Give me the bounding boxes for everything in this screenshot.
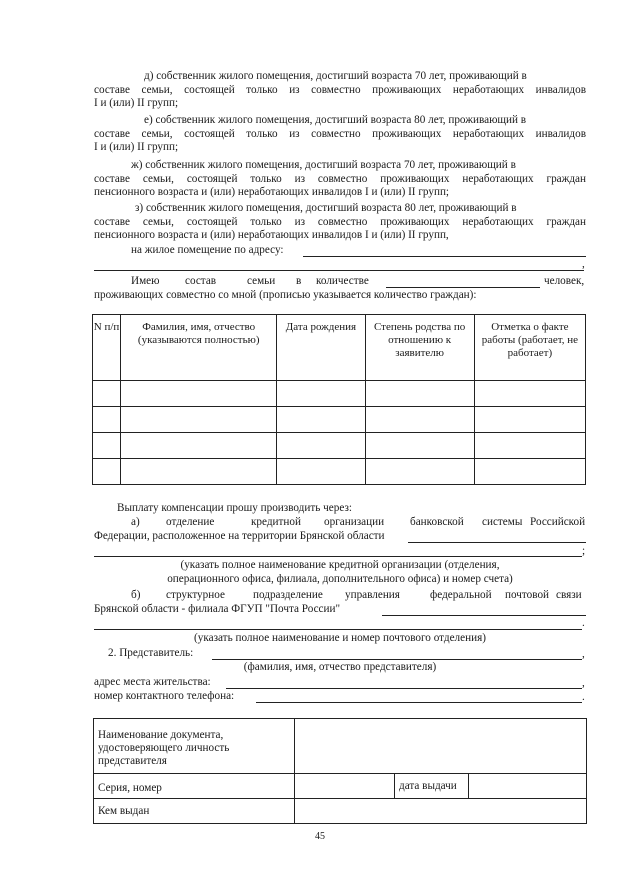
table-row xyxy=(93,381,586,407)
post-line-dot: . xyxy=(582,617,585,629)
bank-name-line-2[interactable] xyxy=(94,556,582,557)
item-z-line2: составе семьи, состоящей только из совместно проживающих неработающих граждан xyxy=(94,216,586,228)
payment-b-w2: подразделение xyxy=(253,589,323,601)
table-cell[interactable] xyxy=(474,381,585,407)
table-cell[interactable] xyxy=(365,433,474,459)
table-cell[interactable] xyxy=(121,381,277,407)
payment-a-w0: а) xyxy=(131,516,140,528)
col-number-header: N п/п xyxy=(93,315,121,381)
issued-by-label-cell xyxy=(94,799,295,823)
table-row xyxy=(93,459,586,485)
payment-b-w4: федеральной xyxy=(430,589,492,601)
payment-b-w1: структурное xyxy=(166,589,225,601)
table-cell[interactable] xyxy=(277,407,365,433)
representative-comma: , xyxy=(582,648,585,660)
col-name-header: Фамилия, имя, отчество (указываются полностью) xyxy=(121,315,277,381)
family-word-5: количестве xyxy=(316,275,369,287)
item-zh-line3: пенсионного возраста и (или) неработающих инвалидов I и (или) II групп; xyxy=(94,186,450,198)
payment-a-w2: кредитной xyxy=(251,516,301,528)
table-cell[interactable] xyxy=(121,433,277,459)
bank-line-semicolon: ; xyxy=(582,545,586,557)
family-table-header xyxy=(93,315,586,381)
item-d-line3: I и (или) II групп; xyxy=(94,97,179,109)
payment-a-hint-2: операционного офиса, филиала, дополнительного офиса) и номер счета) xyxy=(167,573,513,585)
document-table xyxy=(93,718,587,824)
family-word-3: семьи xyxy=(247,275,276,287)
table-cell[interactable] xyxy=(365,381,474,407)
table-cell[interactable] xyxy=(474,433,585,459)
item-e-line3: I и (или) II групп; xyxy=(94,141,179,153)
payment-b-w3: управления xyxy=(345,589,400,601)
issued-by-value-cell[interactable] xyxy=(295,799,586,823)
phone-dot: . xyxy=(582,691,585,703)
representative-address-label: адрес места жительства: xyxy=(94,676,211,688)
table-cell[interactable] xyxy=(121,407,277,433)
col-birthdate-header: Дата рождения xyxy=(277,315,365,381)
item-zh-line2: составе семьи, состоящей только из совместно проживающих неработающих граждан xyxy=(94,173,586,185)
table-cell[interactable] xyxy=(277,459,365,485)
table-cell[interactable] xyxy=(93,433,121,459)
item-e-line2: составе семьи, состоящей только из совместно проживающих неработающих инвалидов xyxy=(94,128,586,140)
representative-hint: (фамилия, имя, отчество представителя) xyxy=(243,661,437,673)
table-cell[interactable] xyxy=(121,459,277,485)
payment-a-w5: системы xyxy=(482,516,523,528)
family-count-field[interactable] xyxy=(386,287,540,288)
address-line-1[interactable] xyxy=(303,256,586,257)
payment-b-line2: Брянской области - филиала ФГУП "Почта России" xyxy=(94,603,341,615)
payment-a-line2: Федерации, расположенное на территории Брянской области xyxy=(94,530,385,542)
table-cell[interactable] xyxy=(93,459,121,485)
family-word-1: Имею xyxy=(131,275,160,287)
payment-a-w4: банковской xyxy=(410,516,464,528)
issue-date-value-cell[interactable] xyxy=(469,774,586,799)
family-word-2: состав xyxy=(185,275,217,287)
table-cell[interactable] xyxy=(277,433,365,459)
payment-b-w6: связи xyxy=(556,589,582,601)
col-relation-header: Степень родства по отношению к заявителю xyxy=(365,315,474,381)
payment-b-hint: (указать полное наименование и номер почтового отделения) xyxy=(194,632,486,644)
table-row xyxy=(93,433,586,459)
address-line-dot: , xyxy=(582,258,585,270)
table-cell[interactable] xyxy=(474,407,585,433)
series-label: Серия, номер xyxy=(98,782,162,794)
address-label: на жилое помещение по адресу: xyxy=(131,244,284,256)
table-cell[interactable] xyxy=(474,459,585,485)
payment-a-w6: Российской xyxy=(530,516,586,528)
family-line-2: проживающих совместно со мной (прописью указывается количество граждан): xyxy=(94,289,477,301)
payment-intro: Выплату компенсации прошу производить через: xyxy=(117,502,352,514)
family-table xyxy=(92,314,586,485)
doc-name-line-1: Наименование документа, xyxy=(98,729,224,741)
table-row xyxy=(93,407,586,433)
bank-name-line-1[interactable] xyxy=(408,542,586,543)
payment-b-w5: почтовой xyxy=(505,589,550,601)
payment-a-w3: организации xyxy=(324,516,385,528)
series-value-cell[interactable] xyxy=(295,774,395,799)
post-office-line-2[interactable] xyxy=(94,629,582,630)
payment-b-w0: б) xyxy=(131,589,141,601)
issue-date-label-cell xyxy=(395,774,469,799)
doc-name-value-cell[interactable] xyxy=(295,719,586,774)
table-cell[interactable] xyxy=(365,407,474,433)
family-word-6: человек, xyxy=(544,275,585,287)
table-cell[interactable] xyxy=(93,407,121,433)
representative-phone-line[interactable] xyxy=(256,702,582,703)
item-z-line1: з) собственник жилого помещения, достигший возраста 80 лет, проживающий в xyxy=(135,202,517,214)
item-e-line1: е) собственник жилого помещения, достигший возраста 80 лет, проживающий в xyxy=(144,114,527,126)
payment-a-hint-1: (указать полное наименование кредитной организации (отделения, xyxy=(180,559,500,571)
page-number: 45 xyxy=(315,831,325,842)
item-d-line1: д) собственник жилого помещения, достигший возраста 70 лет, проживающий в xyxy=(144,70,527,82)
representative-address-line[interactable] xyxy=(226,688,582,689)
post-office-line-1[interactable] xyxy=(382,615,586,616)
doc-name-line-2: удостоверяющего личность xyxy=(98,742,230,754)
family-word-4: в xyxy=(296,275,302,287)
doc-name-line-3: представителя xyxy=(98,755,167,767)
doc-name-label-cell xyxy=(94,719,295,774)
issue-date-label: дата выдачи xyxy=(399,780,457,792)
item-d-line2: составе семьи, состоящей только из совместно проживающих неработающих инвалидов xyxy=(94,84,586,96)
representative-name-line[interactable] xyxy=(212,659,582,660)
table-cell[interactable] xyxy=(277,381,365,407)
table-cell[interactable] xyxy=(365,459,474,485)
address-comma: , xyxy=(582,677,585,689)
item-z-line3: пенсионного возраста и (или) неработающих инвалидов I и (или) II групп, xyxy=(94,229,449,241)
table-cell[interactable] xyxy=(93,381,121,407)
representative-label: 2. Представитель: xyxy=(108,647,194,659)
item-zh-line1: ж) собственник жилого помещения, достигший возраста 70 лет, проживающий в xyxy=(131,159,516,171)
address-line-2[interactable] xyxy=(94,270,584,271)
col-work-header: Отметка о факте работы (работает, не работает) xyxy=(474,315,585,381)
series-label-cell xyxy=(94,774,295,799)
representative-phone-label: номер контактного телефона: xyxy=(94,690,235,702)
issued-by-label: Кем выдан xyxy=(98,805,150,817)
payment-a-w1: отделение xyxy=(166,516,215,528)
